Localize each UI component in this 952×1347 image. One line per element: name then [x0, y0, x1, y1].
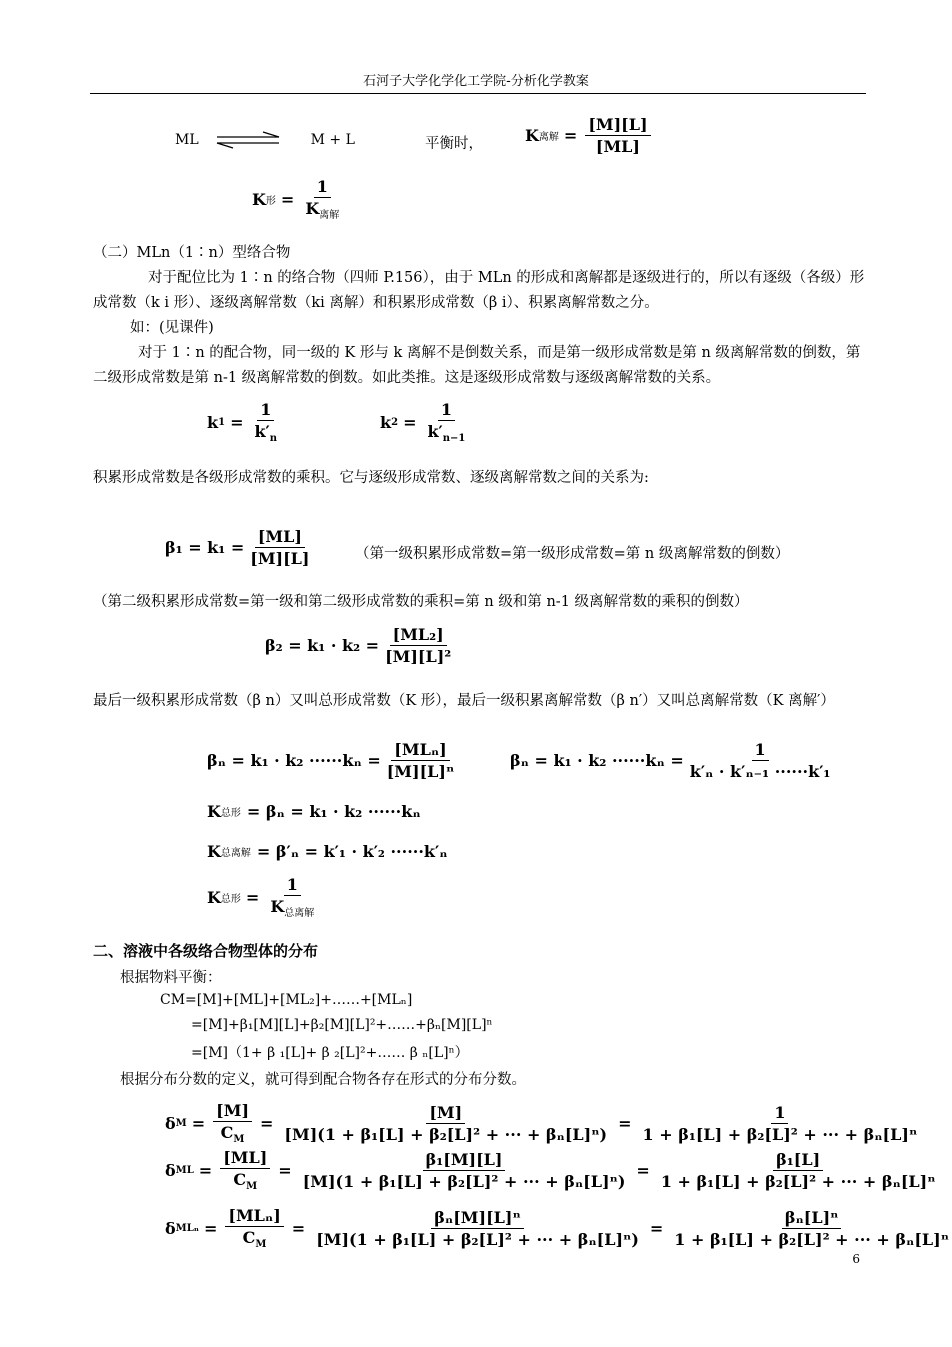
page-number: 6	[852, 1252, 860, 1266]
mass-balance-line-1: CM=[M]+[ML]+[ML₂]+……+[MLₙ]	[160, 992, 413, 1008]
paragraph-see-slides: 如：(见课件)	[130, 320, 214, 336]
eq-right: M + L	[310, 132, 355, 148]
paragraph-beta2-note: （第二级积累形成常数=第一级和第二级形成常数的乘积=第 n 级和第 n-1 级离解常数的乘积的倒数）	[93, 594, 749, 610]
section-distribution-title: 二、溶液中各级络合物型体的分布	[93, 942, 319, 960]
k1-equation: k 1 = $\frac{1}{k'_n}$	[207, 400, 278, 444]
paragraph-mass-balance: 根据物料平衡：	[120, 970, 222, 986]
delta-m-equation: δ M = $\frac{[M]}{C_M}$ = $\frac{[M]}{\text{[M](1 + β₁[L] + β₂[L]² + ··· + βₙ[L]ⁿ)}}$ = $\frac{1}{\text{1 + β₁[L] + β₂[L]² + ··· + βₙ[L]ⁿ}}$	[165, 1101, 918, 1145]
betan-formation-equation: βₙ = k₁ · k₂ ······kₙ = $\frac{\text{[MLₙ]}}{\text{[M][L]ⁿ}}$	[207, 740, 455, 781]
section-mln-title: （二）MLn（1∶n）型络合物	[93, 245, 291, 261]
equilibrium-arrow-icon	[213, 130, 283, 150]
k-formation-equation: K 形 = $\frac{1}{K_{离解}}$	[252, 177, 340, 221]
beta1-equation: β₁ = k₁ = $\frac{[ML]}{[M][L]}$	[165, 527, 310, 568]
eq-left: ML	[175, 132, 199, 148]
paragraph-reciprocal-relation: 对于 1∶n 的配合物，同一级的 K 形与 k 离解不是倒数关系，而是第一级形成常数是第 n 级离解常数的倒数，第二级形成常数是第 n-1 级离解常数的倒数。如此类推。这是逐级形成常数与逐级离解常数的关系。	[93, 345, 861, 386]
equilibrium-note: 平衡时，	[425, 136, 483, 152]
k2-equation: k 2 = $\frac{1}{k'_{n-1}}$	[380, 400, 466, 444]
mass-balance-line-2: =[M]+β₁[M][L]+β₂[M][L]²+……+βₙ[M][L]ⁿ	[191, 1017, 493, 1033]
k-total-dissociation-equation: K 总离解 = β′ₙ = k′₁ · k′₂ ······k′ₙ	[207, 842, 448, 861]
paragraph-overall-constants: 最后一级积累形成常数（β n）又叫总形成常数（K 形），最后一级积累离解常数（β n′）又叫总离解常数（K 离解′）	[93, 693, 835, 709]
paragraph-distribution-definition: 根据分布分数的定义，就可得到配合物各存在形式的分布分数。	[120, 1072, 526, 1088]
paragraph-cumulative: 积累形成常数是各级形成常数的乘积。它与逐级形成常数、逐级离解常数之间的关系为:	[93, 470, 649, 486]
equilibrium-equation	[175, 122, 355, 158]
beta2-equation: β₂ = k₁ · k₂ = $\frac{\text{[ML₂]}}{\text{[M][L]²}}$	[265, 625, 452, 666]
delta-mln-equation: δ MLₙ = $\frac{\text{[MLₙ]}}{C_M}$ = $\frac{\text{βₙ[M][L]ⁿ}}{\text{[M](1 + β₁[L] + β₂[L]² + ··· + βₙ[L]ⁿ)}}$ = $\frac{\text{βₙ[L]ⁿ}}{\text{1 + β₁[L] + β₂[L]² + ··· + βₙ[L]ⁿ}}$	[165, 1206, 950, 1250]
k-total-formation-equation: K 总形 = βₙ = k₁ · k₂ ······kₙ	[207, 802, 421, 821]
k-dissociation-equation: K 离解 = $\frac{[M][L]}{[ML]}$	[525, 115, 654, 156]
beta1-note: （第一级积累形成常数=第一级形成常数=第 n 级离解常数的倒数）	[355, 546, 790, 562]
delta-ml-equation: δ ML = $\frac{[ML]}{C_M}$ = $\frac{\text{β₁[M][L]}}{\text{[M](1 + β₁[L] + β₂[L]² + ··· + βₙ[L]ⁿ)}}$ = $\frac{\text{β₁[L]}}{\text{1 + β₁[L] + β₂[L]² + ··· + βₙ[L]ⁿ}}$	[165, 1148, 936, 1192]
header-rule	[90, 93, 866, 94]
betan-dissociation-equation: βₙ = k₁ · k₂ ······kₙ = $\frac{1}{\text{k′ₙ · k′ₙ₋₁ ······k′₁}}$	[510, 740, 831, 781]
paragraph-stepwise-constants: 对于配位比为 1∶n 的络合物（四师 P.156），由于 MLn 的形成和离解都是逐级进行的，所以有逐级（各级）形成常数（k i 形）、逐级离解常数（ki 离解）和积累形成常数（β i）、积累离解常数之分。	[93, 270, 865, 311]
page-header: 石河子大学化学化工学院-分析化学教案	[363, 74, 589, 89]
k-total-ratio-equation: K 总形 = $\frac{1}{K_{总离解}}$	[207, 875, 315, 919]
mass-balance-line-3: =[M]（1+ β ₁[L]+ β ₂[L]²+…… β ₙ[L]ⁿ）	[191, 1045, 469, 1061]
